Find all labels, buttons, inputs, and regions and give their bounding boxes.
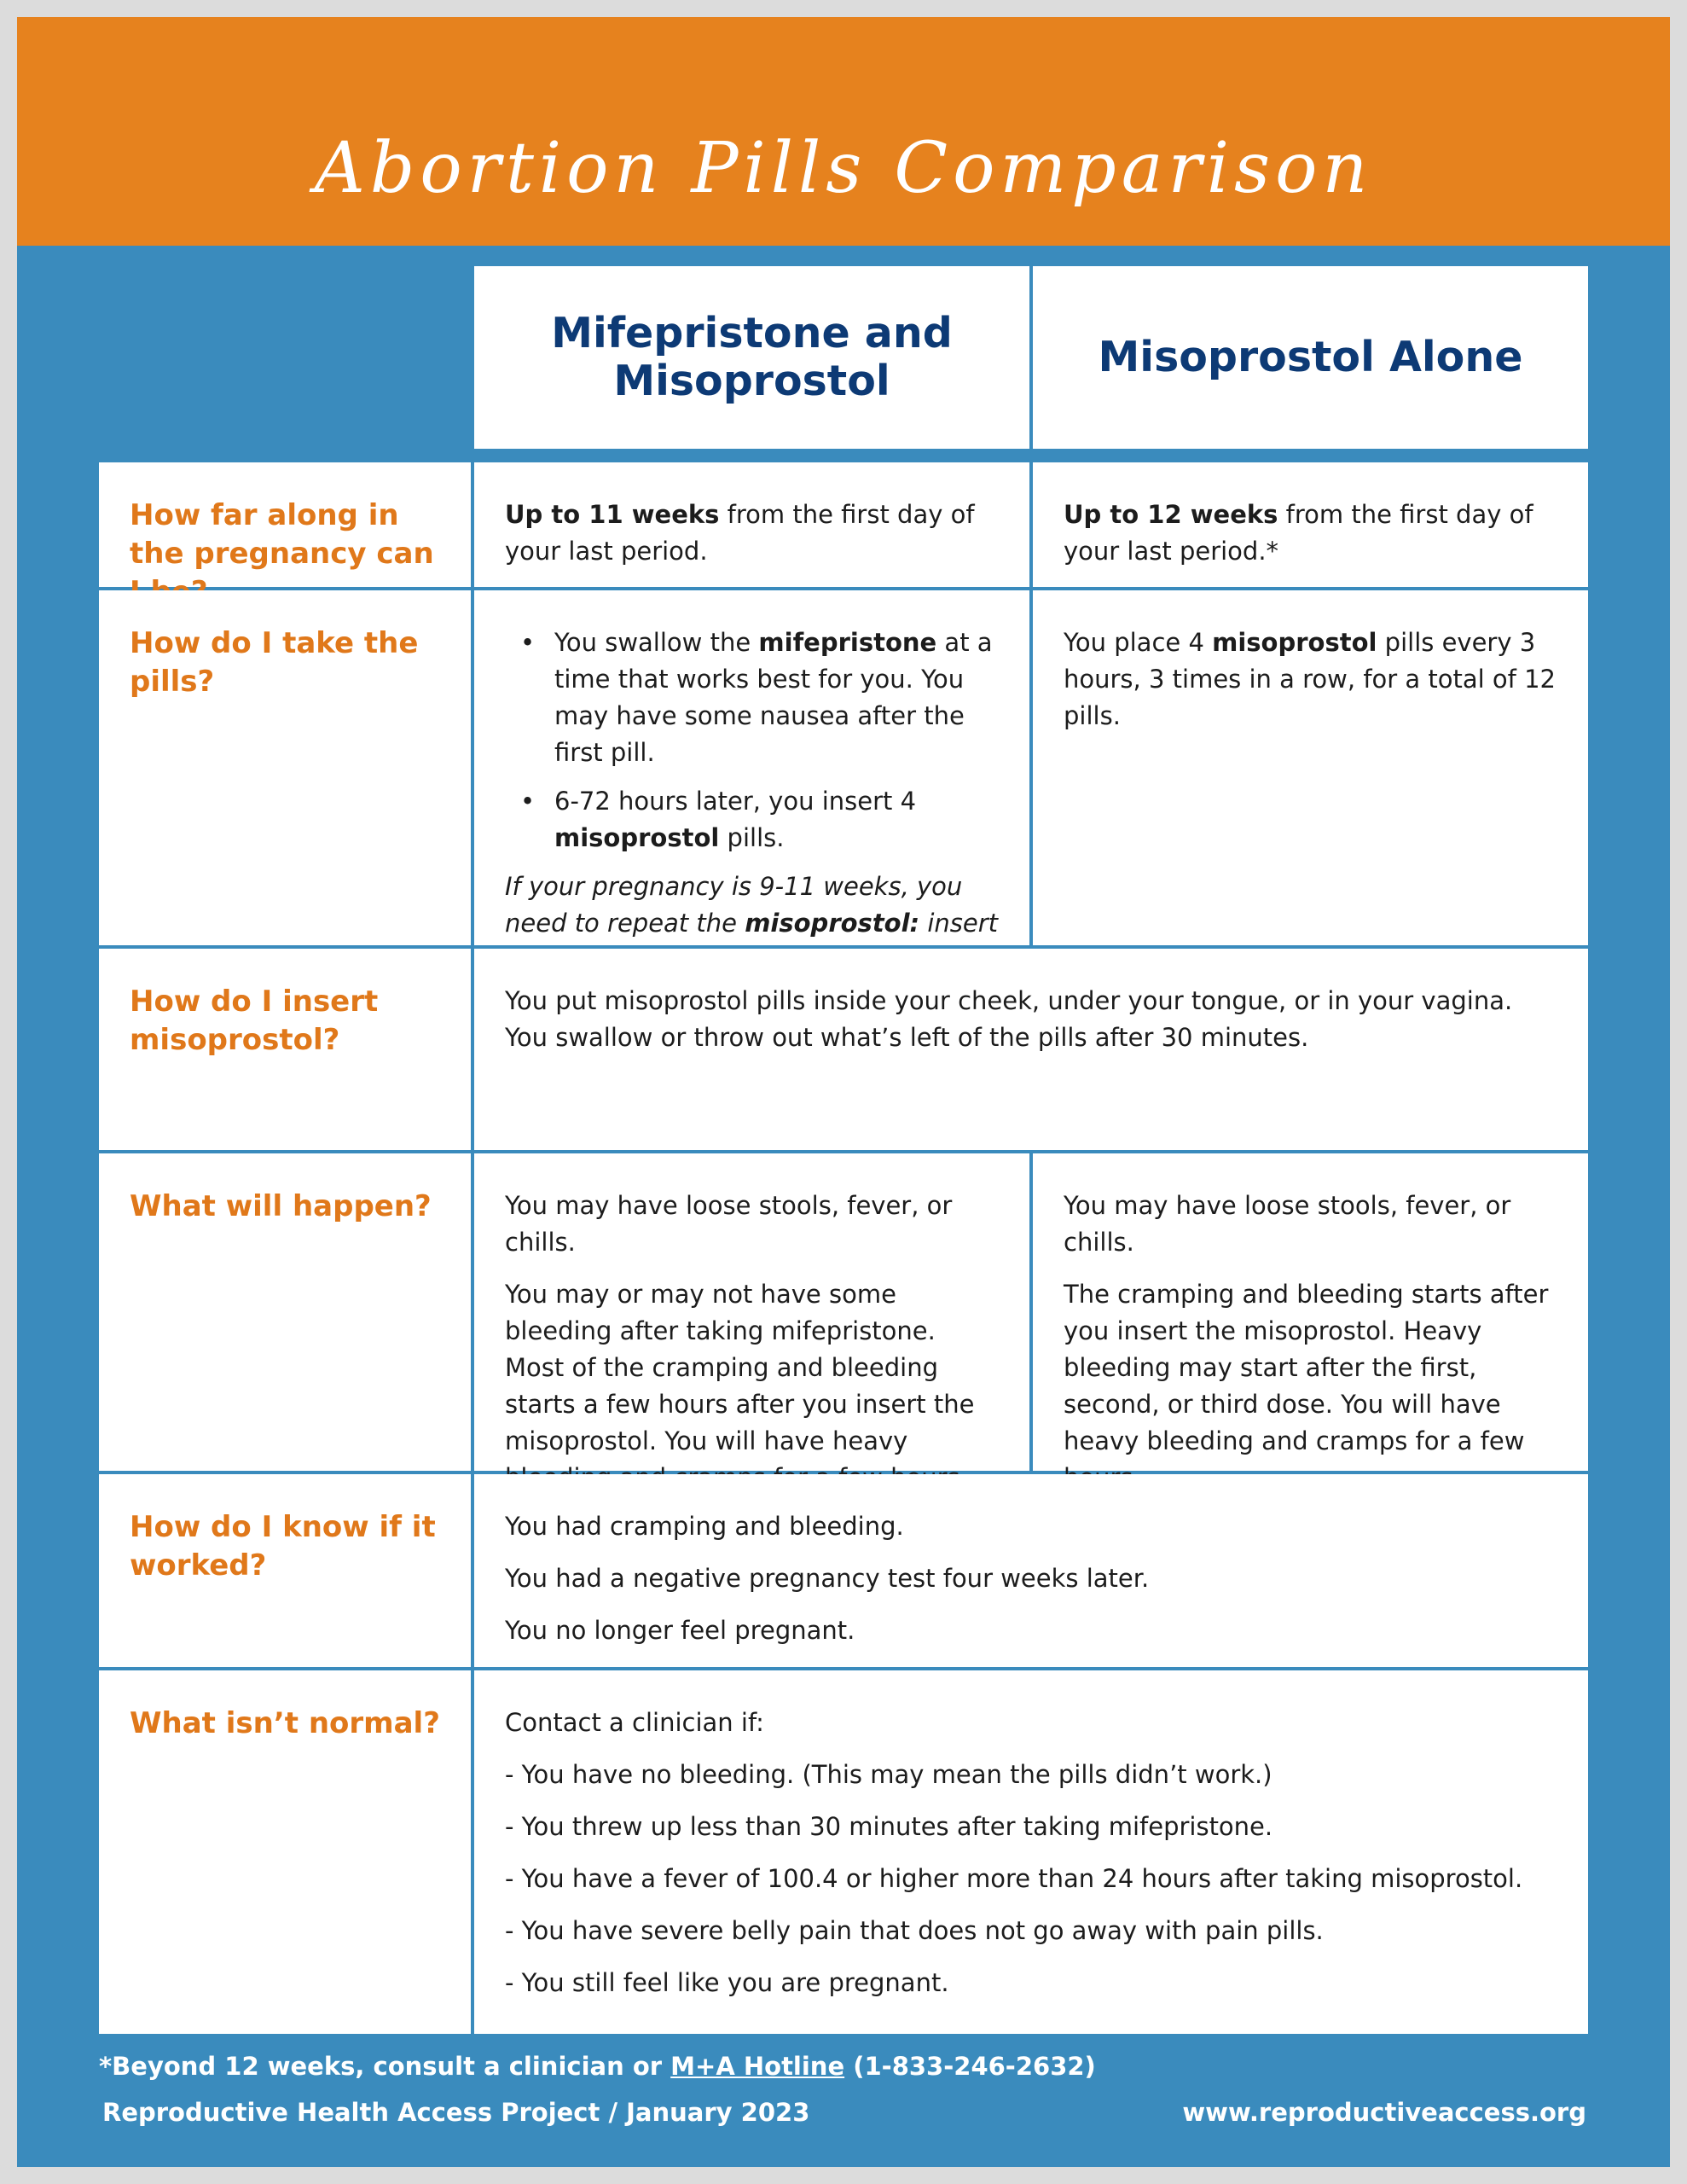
answer-line: - You have no bleeding. (This may mean the pills didn’t work.)	[505, 1760, 1272, 1789]
row-answer-happen-col1	[474, 1153, 1029, 1471]
footnote-text: (1-833-246-2632)	[844, 2052, 1096, 2081]
row-question-take-pills: How do I take the pills?	[99, 590, 471, 945]
list-text: pills.	[719, 823, 785, 852]
answer-text: pills every 3 hours, 3 times in a row, for a total of 12 pills.	[1064, 628, 1556, 730]
row-answer-take-pills-col1	[474, 590, 1029, 945]
note-text: If your pregnancy is 9-11 weeks, you need to repeat the	[505, 872, 963, 938]
answer-line: - You have severe belly pain that does not go away with pain pills.	[505, 1916, 1324, 1945]
answer-line: You had a negative pregnancy test four weeks later.	[505, 1564, 1150, 1593]
row-answer-insert	[474, 949, 1588, 1150]
weeks-limit-text: Up to 12 weeks	[1064, 500, 1278, 529]
page	[17, 17, 1670, 2167]
answer-text: You may or may not have some bleeding after taking mifepristone. Most of the cramping and bleeding starts a few hours after you insert the misoprostol. You will have heavy	[505, 1280, 975, 1455]
row-answer-worked	[474, 1474, 1588, 1667]
list-item	[505, 624, 999, 771]
answer-text: You may have loose stools, fever, or chills.	[1064, 1191, 1511, 1257]
answer-text: You may have loose stools, fever, or chills.	[505, 1191, 953, 1257]
answer-line: - You still feel like you are pregnant.	[505, 1968, 949, 1997]
page-title: Abortion Pills Comparison	[314, 128, 1373, 209]
bullet-icon: •	[520, 628, 536, 657]
note-text: insert	[927, 909, 999, 938]
hotline-link[interactable]: M+A Hotline	[670, 2052, 845, 2081]
drug-name: mifepristone	[758, 628, 937, 657]
row-answer-happen-col2	[1033, 1153, 1588, 1471]
answer-line: You had cramping and bleeding.	[505, 1512, 904, 1541]
row-answer-how-far-col1	[474, 462, 1029, 587]
footnote-text: *Beyond 12 weeks, consult a clinician or	[99, 2052, 671, 2081]
row-question-how-far: How far along in the pregnancy can	[99, 462, 471, 587]
column-header-label: Mifepristone and Misoprostol	[551, 309, 953, 405]
list-text: You swallow the	[554, 628, 759, 657]
row-question-not-normal: What isn’t normal?	[99, 1670, 471, 2034]
answer-text: from the first day of your last period.*	[1064, 500, 1533, 566]
list-text: at a time that works best for you. You may have some nausea after the first pill.	[554, 628, 993, 767]
drug-name: misoprostol	[554, 823, 720, 852]
row-question-worked: How do I know if it worked?	[99, 1474, 471, 1667]
drug-name: misoprostol:	[745, 909, 920, 938]
list-text: 6-72 hours later, you insert 4	[554, 787, 917, 816]
list-item	[505, 783, 999, 857]
weeks-limit-text: Up to 11 weeks	[505, 500, 720, 529]
answer-text: You put misoprostol pills inside your cheek, under your tongue, or in your vagina. You swallow or throw out what’s left of the pills after 30 minutes.	[505, 986, 1513, 1052]
column-header-mifepristone-misoprostol	[474, 266, 1029, 449]
answer-text: The cramping and bleeding starts after you insert the misoprostol. Heavy bleeding may start after the first, second, or third dose. You will have heavy bleeding and cramps for a few	[1064, 1280, 1549, 1455]
answer-text: from the first day of your last period.	[505, 500, 975, 566]
answer-line: You no longer feel pregnant.	[505, 1616, 855, 1645]
answer-line: - You have a fever of 100.4 or higher more than 24 hours after taking misoprostol.	[505, 1864, 1523, 1893]
organization-credit: Reproductive Health Access Project / January 2023	[102, 2098, 810, 2127]
row-question-happen: What will happen?	[99, 1153, 471, 1471]
column-header-label: Misoprostol Alone	[1098, 333, 1523, 381]
row-answer-how-far-col2	[1033, 462, 1588, 587]
row-question-insert: How do I insert misoprostol?	[99, 949, 471, 1150]
website-link[interactable]: www.reproductiveaccess.org	[1182, 2098, 1586, 2127]
answer-line: - You threw up less than 30 minutes after taking mifepristone.	[505, 1812, 1273, 1841]
row-answer-not-normal	[474, 1670, 1588, 2034]
drug-name: misoprostol	[1212, 628, 1377, 657]
answer-text: You place 4	[1064, 628, 1213, 657]
answer-line: Contact a clinician if:	[505, 1708, 764, 1737]
row-answer-take-pills-col2	[1033, 590, 1588, 945]
footnote	[99, 2049, 1096, 2083]
bullet-icon: •	[520, 787, 536, 816]
instruction-list	[505, 624, 999, 857]
column-header-misoprostol-alone	[1033, 266, 1588, 449]
